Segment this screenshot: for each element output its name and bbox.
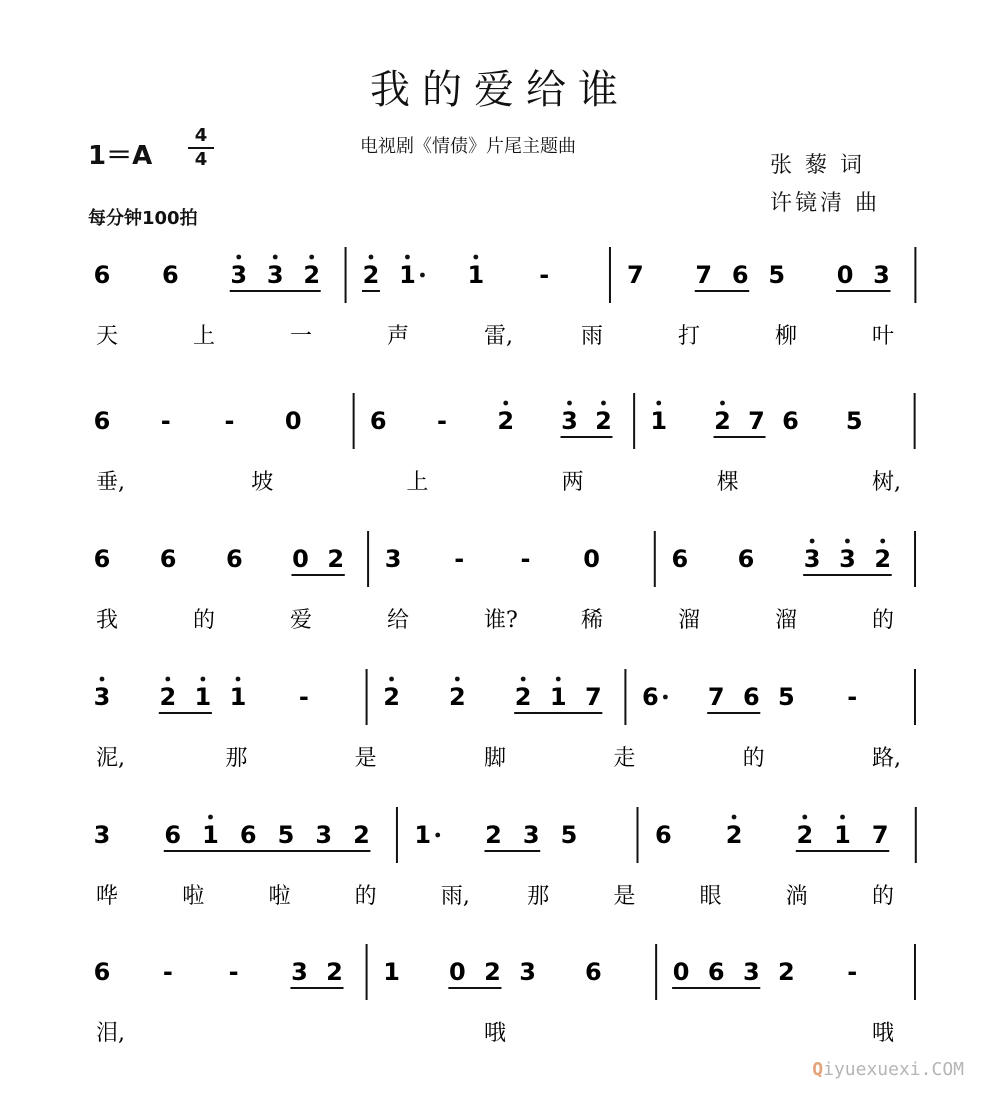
lyric-syllable: 哗 [96, 884, 119, 909]
note-digit: 6 [93, 958, 111, 986]
note-digit: 2 [874, 545, 892, 573]
note-digit: 0 [672, 958, 690, 986]
note-digit: - [454, 545, 465, 573]
note-digit: 2 [514, 683, 532, 711]
lyric-syllable: 是 [354, 746, 377, 771]
octave-dot [208, 815, 213, 820]
note-digit: - [539, 261, 550, 289]
note-digit: 3 [839, 545, 856, 573]
note-digit: 3 [291, 958, 308, 986]
lyric-syllable: 给 [387, 608, 410, 633]
octave-dot [273, 255, 278, 260]
note-digit: - [847, 683, 858, 711]
lyric-syllable: 上 [193, 324, 216, 349]
note-digit: 3 [873, 261, 890, 289]
note-digit: 2 [497, 407, 515, 435]
lyric-syllable: 的 [872, 608, 895, 633]
note-digit: 1 [229, 683, 247, 711]
lyric-syllable: 的 [354, 884, 377, 909]
lyric-syllable: 叶 [872, 324, 895, 349]
lyric-syllable: 一 [290, 324, 313, 349]
note-digit: 6 [737, 545, 755, 573]
lyric-syllable: 声 [387, 324, 410, 349]
note-digit: 7 [707, 683, 725, 711]
note-digit: - [224, 407, 235, 435]
lyric-syllable: 哦 [872, 1021, 895, 1046]
note-digit: - [847, 958, 858, 986]
lyric-syllable: 雨, [440, 884, 470, 909]
note-digit: 0 [836, 261, 854, 289]
lyric-syllable: 的 [742, 746, 765, 771]
lyric-syllable: 泥, [96, 746, 125, 771]
lyric-syllable: 坡 [251, 470, 274, 495]
note-digit: 5 [277, 821, 295, 849]
note-digit: 0 [292, 545, 309, 573]
octave-dot [880, 539, 885, 544]
note-digit: - [162, 958, 173, 986]
lyric-syllable: 啦 [268, 884, 291, 909]
note-digit: 6 [93, 545, 111, 573]
note-digit: 6 [162, 261, 179, 289]
note-digit: 3 [93, 821, 111, 849]
note-digit: 6 [654, 821, 672, 849]
note-digit: 3 [519, 958, 536, 986]
lyric-syllable: 谁? [484, 608, 518, 633]
lyric-syllable: 淌 [785, 884, 808, 909]
note-digit: 6 [731, 261, 749, 289]
note-digit: 3 [742, 958, 760, 986]
lyric-syllable: 雨 [581, 324, 604, 349]
note-digit: 0 [583, 545, 600, 573]
note-digit: 7 [585, 683, 602, 711]
octave-dot [720, 401, 725, 406]
note-digit: 6 [225, 545, 243, 573]
note-digit: 7 [871, 821, 889, 849]
note-digit: 2 [796, 821, 814, 849]
octave-dot [601, 401, 606, 406]
note-digit: 1 [549, 683, 567, 711]
octave-dot [389, 677, 394, 682]
note-digit: 3 [230, 261, 248, 289]
time-signature-bottom: 4 [194, 149, 208, 170]
note-digit: 6 [93, 407, 111, 435]
note-digit: - [228, 958, 239, 986]
lyric-syllable: 树, [872, 470, 901, 495]
note-digit: 0 [449, 958, 466, 986]
note-digit: 2 [714, 407, 731, 435]
note-digit: 5 [768, 261, 786, 289]
octave-dot [100, 677, 105, 682]
note-digit: 2 [485, 821, 502, 849]
note-digit: 7 [748, 407, 765, 435]
note-digit: 3 [561, 407, 578, 435]
watermark-logo-icon: Q [812, 1059, 824, 1080]
note-digit: 2 [303, 261, 321, 289]
lyric-syllable: 雷, [484, 324, 513, 349]
augmentation-dot [435, 833, 440, 838]
note-digit: 5 [560, 821, 578, 849]
octave-dot [165, 677, 170, 682]
lyric-syllable: 天 [96, 324, 119, 349]
lyric-syllable: 啦 [182, 884, 205, 909]
octave-dot [309, 255, 314, 260]
augmentation-dot [420, 273, 425, 278]
octave-dot [455, 677, 460, 682]
lyric-syllable: 泪, [96, 1021, 125, 1046]
lyric-syllable: 的 [193, 608, 216, 633]
lyric-syllable: 我 [96, 608, 119, 633]
note-digit: 6 [369, 407, 387, 435]
tempo-marking: 每分钟100拍 [88, 208, 198, 229]
octave-dot [656, 401, 661, 406]
lyric-syllable: 是 [613, 884, 636, 909]
lyric-syllable: 上 [406, 470, 429, 495]
note-digit: 6 [239, 821, 257, 849]
lyric-syllable: 柳 [775, 324, 798, 349]
lyric-syllable: 稀 [581, 608, 604, 633]
note-digit: 2 [383, 683, 400, 711]
note-digit: - [160, 407, 171, 435]
time-signature-top: 4 [194, 125, 208, 146]
song-title: 我的爱给谁 [370, 67, 630, 113]
octave-dot [810, 539, 815, 544]
composer-credit: 许镜清 曲 [770, 191, 880, 216]
note-digit: 6 [93, 261, 111, 289]
octave-dot [845, 539, 850, 544]
lyricist-credit: 张 藜 词 [770, 153, 865, 178]
lyric-syllable: 的 [872, 884, 895, 909]
note-digit: 6 [159, 545, 177, 573]
note-digit: 7 [695, 261, 713, 289]
watermark-text: iyuexuexi.COM [823, 1059, 964, 1080]
note-digit: 6 [671, 545, 689, 573]
octave-dot [732, 815, 737, 820]
note-digit: 6 [782, 407, 799, 435]
note-digit: 5 [778, 683, 795, 711]
octave-dot [802, 815, 807, 820]
key-signature: 1＝A [88, 141, 153, 171]
octave-dot [473, 255, 478, 260]
lyric-syllable: 眼 [699, 884, 722, 909]
note-digit: 1 [194, 683, 212, 711]
site-watermark [812, 1059, 964, 1080]
note-digit: 1 [414, 821, 432, 849]
note-digit: 3 [803, 545, 821, 573]
note-digit: 6 [742, 683, 760, 711]
note-digit: 2 [362, 261, 380, 289]
note-digit: 0 [284, 407, 302, 435]
note-digit: 2 [778, 958, 795, 986]
note-digit: 6 [164, 821, 182, 849]
octave-dot [567, 401, 572, 406]
lyric-syllable: 走 [613, 746, 636, 771]
lyric-syllable: 两 [561, 470, 584, 495]
note-digit: - [298, 683, 309, 711]
note-digit: 2 [159, 683, 177, 711]
note-digit: 1 [650, 407, 668, 435]
note-digit: 6 [642, 683, 659, 711]
note-digit: 2 [449, 683, 466, 711]
lyric-syllable: 溜 [775, 608, 798, 633]
note-digit: 3 [93, 683, 111, 711]
lyric-syllable: 打 [678, 324, 701, 349]
augmentation-dot [663, 695, 668, 700]
note-digit: 1 [202, 821, 219, 849]
lyric-syllable: 溜 [678, 608, 701, 633]
note-digit: 1 [467, 261, 485, 289]
note-digit: 2 [327, 545, 345, 573]
note-digit: 6 [707, 958, 725, 986]
note-digit: 3 [384, 545, 402, 573]
octave-dot [556, 677, 561, 682]
note-digit: 7 [627, 261, 644, 289]
note-digit: 3 [266, 261, 284, 289]
lyric-syllable: 那 [527, 884, 550, 909]
note-digit: - [437, 407, 447, 435]
lyric-syllable: 棵 [716, 470, 739, 495]
lyric-syllable: 那 [225, 746, 248, 771]
octave-dot [405, 255, 410, 260]
note-digit: 5 [845, 407, 863, 435]
note-digit: 2 [353, 821, 370, 849]
lyric-syllable: 哦 [484, 1021, 507, 1046]
lyric-syllable: 路, [872, 746, 901, 771]
note-digit: 2 [595, 407, 612, 435]
note-digit: 3 [315, 821, 333, 849]
octave-dot [503, 401, 508, 406]
octave-dot [521, 677, 526, 682]
note-digit: 2 [725, 821, 743, 849]
octave-dot [236, 677, 241, 682]
lyric-syllable: 垂, [96, 470, 125, 495]
octave-dot [201, 677, 206, 682]
octave-dot [369, 255, 374, 260]
note-digit: - [520, 545, 531, 573]
note-digit: 2 [484, 958, 501, 986]
note-digit: 1 [383, 958, 400, 986]
song-subtitle: 电视剧《情债》片尾主题曲 [360, 136, 576, 157]
octave-dot [236, 255, 241, 260]
lyric-syllable: 爱 [290, 608, 313, 633]
note-digit: 2 [326, 958, 343, 986]
octave-dot [840, 815, 845, 820]
note-digit: 3 [522, 821, 540, 849]
note-digit: 1 [834, 821, 851, 849]
note-digit: 1 [399, 261, 416, 289]
lyric-syllable: 脚 [484, 746, 507, 771]
note-digit: 6 [585, 958, 602, 986]
